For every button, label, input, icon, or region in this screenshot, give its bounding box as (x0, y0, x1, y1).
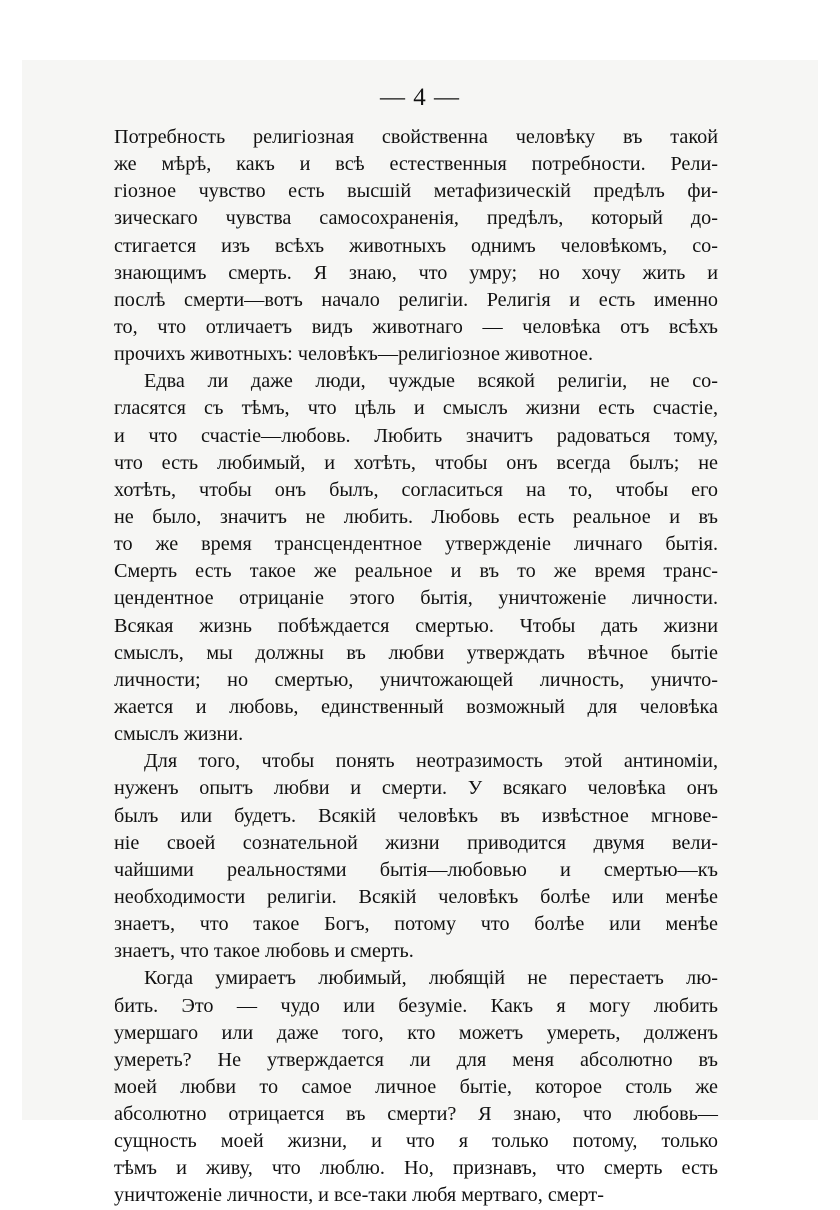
text-line: былъ или будетъ. Всякій человѣкъ въ извѣстное мгнове- (114, 804, 718, 827)
text-line: Потребность религіозная свойственна человѣку въ такой (114, 126, 718, 148)
text-line: знаетъ, что такое Богъ, потому что болѣе или менѣе (114, 913, 718, 936)
text-line: и что счастіе—любовь. Любить значитъ радоваться тому, (114, 424, 718, 447)
paragraph (114, 965, 718, 1209)
text-line: ніе своей сознательной жизни приводится двумя вели- (114, 831, 718, 854)
text-line: Смерть есть такое же реальное и въ то же время транс- (114, 560, 718, 583)
text-line: стигается изъ всѣхъ животныхъ однимъ человѣкомъ, со- (114, 234, 718, 257)
paragraph (114, 124, 718, 368)
page-number: — 4 — (380, 84, 460, 111)
body-text (114, 124, 718, 1210)
text-line: прочихъ животныхъ: человѣкъ—религіозное животное. (114, 343, 594, 366)
text-line: абсолютно отрицается въ смерти? Я знаю, что любовь— (114, 1103, 718, 1126)
text-line: тѣмъ и живу, что люблю. Но, признавъ, что смерть есть (114, 1157, 718, 1180)
text-line: бить. Это — чудо или безуміе. Какъ я могу любить (114, 994, 718, 1017)
text-line: послѣ смерти—вотъ начало религіи. Религія и есть именно (114, 288, 718, 311)
text-line: Для того, чтобы понять неотразимость этой антиноміи, (144, 750, 718, 773)
text-line: Когда умираетъ любимый, любящій не перестаетъ лю- (144, 967, 718, 990)
text-line: то, что отличаетъ видъ животнаго — человѣка отъ всѣхъ (114, 315, 718, 338)
text-line: жается и любовь, единственный возможный для человѣка (114, 695, 718, 718)
text-line: уничтоженіе личности, и все-таки любя мертваго, смерт- (114, 1184, 604, 1207)
text-line: зическаго чувства самосохраненія, предѣлъ, который до- (114, 207, 718, 230)
text-line: сущность моей жизни, и что я только потому, только (114, 1130, 718, 1153)
text-line: цендентное отрицаніе этого бытія, уничтоженіе личности. (114, 587, 718, 610)
text-line: необходимости религіи. Всякій человѣкъ болѣе или менѣе (114, 885, 718, 908)
text-line: личности; но смертью, уничтожающей личность, уничто- (114, 668, 718, 691)
text-line: моей любви то самое личное бытіе, которое столь же (114, 1075, 718, 1098)
text-line: умереть? Не утверждается ли для меня абсолютно въ (114, 1048, 718, 1071)
text-line: не было, значитъ не любить. Любовь есть реальное и въ (114, 505, 718, 528)
text-line: хотѣть, чтобы онъ былъ, согласиться на то, чтобы его (114, 478, 718, 501)
text-line: смыслъ, мы должны въ любви утверждать вѣчное бытіе (114, 641, 718, 664)
text-line: гіозное чувство есть высшій метафизическій предѣлъ фи- (114, 180, 718, 203)
text-line: смыслъ жизни. (114, 723, 244, 746)
text-line: умершаго или даже того, кто можетъ умереть, долженъ (114, 1021, 718, 1044)
text-line: же мѣрѣ, какъ и всѣ естественныя потребности. Рели- (114, 153, 718, 176)
text-line: Всякая жизнь побѣждается смертью. Чтобы дать жизни (114, 614, 718, 637)
text-line: Едва ли даже люди, чуждые всякой религіи, не со- (144, 370, 718, 393)
text-line: гласятся съ тѣмъ, что цѣль и смыслъ жизни есть счастіе, (114, 397, 718, 420)
text-line: то же время трансцендентное утвержденіе личнаго бытія. (114, 533, 718, 556)
paragraph (114, 748, 718, 965)
paragraph (114, 368, 718, 748)
text-line: знающимъ смерть. Я знаю, что умру; но хочу жить и (114, 261, 718, 284)
text-line: знаетъ, что такое любовь и смерть. (114, 940, 414, 963)
text-line: чайшими реальностями бытія—любовью и смертью—къ (114, 858, 718, 881)
text-line: нуженъ опытъ любви и смерти. У всякаго человѣка онъ (114, 777, 718, 800)
text-line: что есть любимый, и хотѣть, чтобы онъ всегда былъ; не (114, 451, 718, 474)
